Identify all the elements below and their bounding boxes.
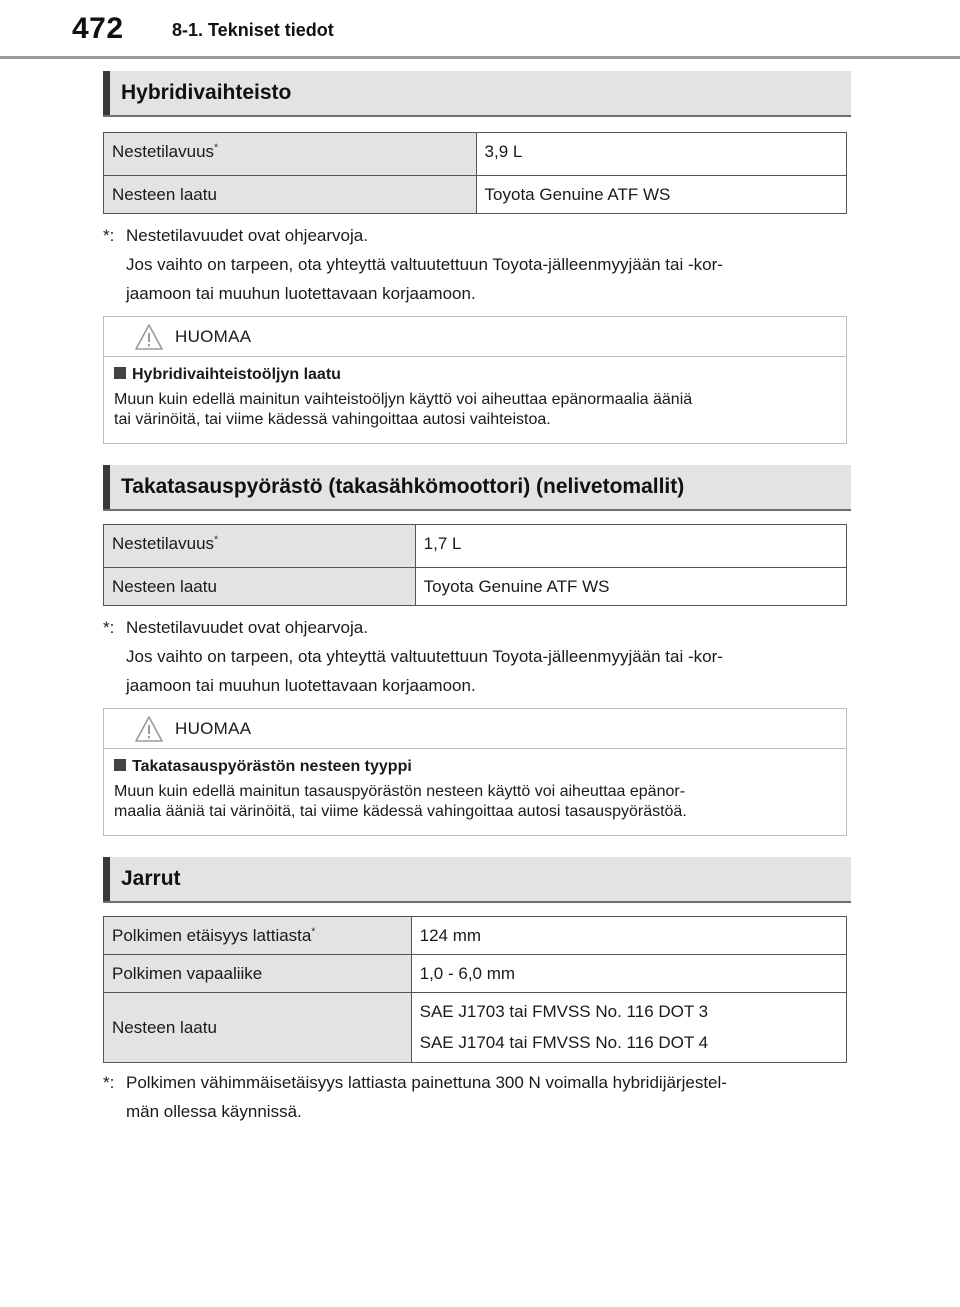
table-row [104,568,847,606]
spec-value: 3,9 L [476,133,846,176]
square-bullet-icon [114,759,126,771]
spec-value: Toyota Genuine ATF WS [415,568,846,606]
notice-text: Muun kuin edellä mainitun vaihteistoöljyn käyttö voi aiheuttaa epänormaalia ääniä [114,391,693,408]
section-heading-hybridivaihteisto [103,71,851,117]
spec-value: 1,7 L [415,525,846,568]
section-heading-text: Jarrut [121,867,181,890]
footnote-line: Polkimen vähimmäisetäisyys lattiasta painettuna 300 N voimalla hybridijärjestel- [126,1073,727,1092]
footnote-line: män ollessa käynnissä. [126,1102,302,1121]
footnote [103,613,863,700]
footnote-mark: *: [103,618,115,637]
notice-subtitle: Takatasauspyörästön nesteen tyyppi [114,757,836,777]
footnote-line: Jos vaihto on tarpeen, ota yhteyttä valtuutettuun Toyota-jälleenmyyjään tai -kor- [126,647,723,666]
footnote [103,221,863,308]
footnote-marker: * [311,926,316,938]
spec-label: Nestetilavuus* [104,133,477,176]
notice-text: Muun kuin edellä mainitun tasauspyörästön nesteen käyttö voi aiheuttaa epänor- [114,783,686,800]
footnote-marker: * [214,142,218,154]
notice-body [104,749,846,832]
notice-box [103,708,847,836]
spec-value [411,993,846,1063]
spec-label: Nesteen laatu [104,176,477,214]
footnote-line: Jos vaihto on tarpeen, ota yhteyttä valtuutettuun Toyota-jälleenmyyjään tai -kor- [126,255,723,274]
section-heading-jarrut [103,857,851,903]
spec-value-line: SAE J1704 tai FMVSS No. 116 DOT 4 [419,1033,709,1052]
heading-accent-bar [103,857,110,901]
warning-triangle-icon [134,715,164,743]
footnote-line: jaamoon tai muuhun luotettavaan korjaamoon. [126,284,476,303]
notice-subtitle: Hybridivaihteistoöljyn laatu [114,365,836,385]
spec-table-takatasauspyorasto [103,524,847,606]
footnote [103,1068,863,1126]
table-row [104,525,847,568]
spec-table-jarrut [103,916,847,1063]
notice-box [103,316,847,444]
spec-value: 1,0 - 6,0 mm [411,955,846,993]
notice-header [104,709,846,749]
footnote-mark: *: [103,1073,115,1092]
footnote-line: jaamoon tai muuhun luotettavaan korjaamoon. [126,676,476,695]
spec-label: Polkimen etäisyys lattiasta* [104,917,412,955]
section-heading-text: Takatasauspyörästö (takasähkömoottori) (nelivetomallit) [121,475,685,498]
square-bullet-icon [114,367,126,379]
page-header [0,0,960,60]
section-heading-text: Hybridivaihteisto [121,81,292,104]
notice-text: maalia ääniä tai värinöitä, tai viime kädessä vahingoittaa autosi tasauspyörästöä. [114,803,687,820]
spec-value: Toyota Genuine ATF WS [476,176,846,214]
notice-title: HUOMAA [175,327,252,346]
header-rule [0,56,960,59]
footnote-line: Nestetilavuudet ovat ohjearvoja. [126,618,368,637]
footnote-marker: * [214,534,218,546]
spec-table-hybridivaihteisto [103,132,847,214]
warning-triangle-icon [134,323,164,351]
notice-body [104,357,846,440]
table-row [104,955,847,993]
spec-value: 124 mm [411,917,846,955]
notice-text: tai värinöitä, tai viime kädessä vahingoittaa autosi vaihteistoa. [114,411,551,428]
spec-label: Nesteen laatu [104,993,412,1063]
chapter-title: 8-1. Tekniset tiedot [172,20,334,40]
section-heading-takatasauspyorasto [103,465,851,511]
table-row [104,133,847,176]
notice-title: HUOMAA [175,719,252,738]
footnote-line: Nestetilavuudet ovat ohjearvoja. [126,226,368,245]
notice-header [104,317,846,357]
spec-label: Nestetilavuus* [104,525,416,568]
table-row [104,176,847,214]
spec-label: Polkimen vapaaliike [104,955,412,993]
heading-accent-bar [103,465,110,509]
table-row [104,993,847,1063]
footnote-mark: *: [103,226,115,245]
table-row [104,917,847,955]
spec-label: Nesteen laatu [104,568,416,606]
heading-accent-bar [103,71,110,115]
page-number: 472 [72,12,124,45]
spec-value-line: SAE J1703 tai FMVSS No. 116 DOT 3 [419,1002,709,1021]
